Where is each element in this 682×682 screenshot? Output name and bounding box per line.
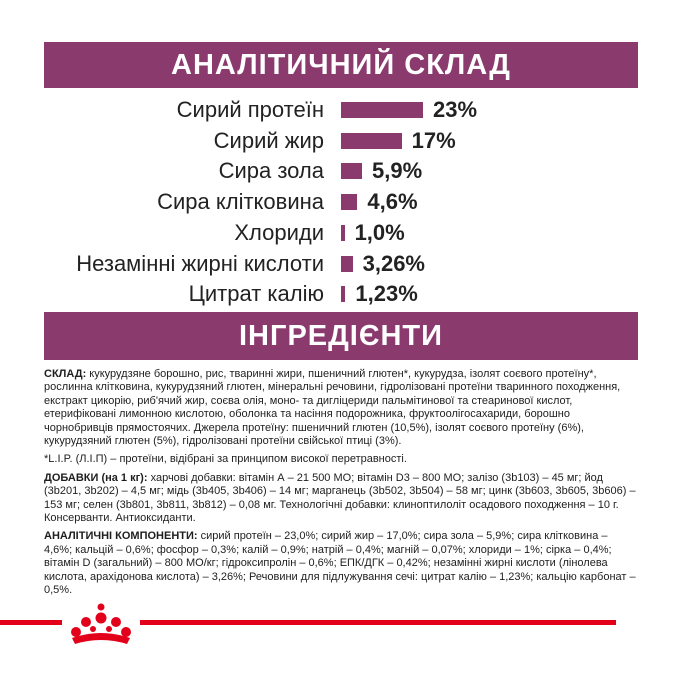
analytic-row-label: Сирий протеїн [176, 97, 324, 122]
analytic-row-bar [341, 102, 423, 118]
analytic-row-label: Хлориди [234, 219, 324, 245]
analytical-components-text: сирий протеїн – 23,0%; сирий жир – 17,0%; сира зола – 5,9%; сира клітковина – 4,6%; кальцій – 0,6%; фосфор – 0,3%; калій – 0,9%; натрій – 0,4%; магній – 0,07%; хлориди – 1%; сірка – 0,4%; вітамін D (загальний) – 800 МО/кг; гідроксипролін – 0,6%; ЕПК/ДГК – 0,42%; незамінні жирні кислоти (лінолева кислота, арахідонова кислота) – 3,26%; Речовини для підлужування сечі: цитрат калію – 1,23%; кальцію карбонат – 0,5%. [44, 530, 636, 597]
footer-line-left [0, 620, 62, 625]
composition-heading: СКЛАД: [44, 368, 87, 380]
additives-paragraph [44, 472, 638, 526]
analytical-components-paragraph [44, 530, 638, 597]
analytic-row [0, 218, 682, 248]
analytic-row-bar [341, 225, 345, 241]
analytic-row-label: Сирий жир [213, 127, 324, 153]
additives-heading: ДОБАВКИ (на 1 кг): [44, 471, 148, 484]
analytical-components-heading: АНАЛІТИЧНІ КОМПОНЕНТИ: [44, 530, 198, 543]
footer-line-right [140, 620, 616, 625]
analytic-row-bar [341, 286, 345, 302]
analytic-row-bar [341, 256, 353, 272]
analytic-row [0, 279, 682, 309]
ingredients-text-block [44, 368, 638, 603]
analytic-row [0, 187, 682, 217]
analytic-row-label: Сира клітковина [157, 189, 324, 215]
composition-text: кукурудзяне борошно, рис, тваринні жири, пшеничний глютен*, кукурудза, ізолят соєвого протеїну*, рослинна клітковина, кукурудзяний глютен, мінеральні речовини, гідролізовані протеїни тваринного походження, екстракт цикорію, риб'ячий жир, соєва олія, моно- та дигліцериди пальмітинової та стеаринової кислот, етерифіковані лимонною кислотою, оболонка та насіння подорожника, фруктоолігосахариди, борошно чорнобривців прямостоячих. Джерела протеїну: пшеничний глютен (10,5%), ізолят соєвого протеїну (6%), кукурудзяний глютен (5%), гідролізовані протеїни свійської птиці (3%). [44, 368, 621, 448]
analytic-composition-title: АНАЛІТИЧНИЙ СКЛАД [171, 49, 511, 81]
analytic-row [0, 95, 682, 125]
analytic-composition-banner [44, 42, 638, 88]
additives-text: харчові добавки: вітамін А – 21 500 МО; вітамін D3 – 800 МО; залізо (3b103) – 45 мг; йод (3b201, 3b202) – 4,5 мг; мідь (3b405, 3b406) – 14 мг; марганець (3b502, 3b504) – 58 мг; цинк (3b603, 3b605, 3b606) – 153 мг; селен (3b801, 3b811, 3b812) – 0,08 мг. Технологічні добавки: клиноптилоліт осадового походження – 10 г. Консерванти. Антиоксиданти. [44, 471, 636, 525]
ingredients-title: ІНГРЕДІЄНТИ [239, 320, 443, 352]
analytic-row-label: Незамінні жирні кислоти [76, 250, 324, 276]
analytic-row [0, 249, 682, 279]
ingredients-banner [44, 312, 638, 360]
composition-footnote: *L.I.P. (Л.І.П) – протеїни, відібрані за принципом високої перетравності. [44, 453, 407, 466]
analytic-row [0, 126, 682, 156]
analytic-row-bar [341, 133, 402, 149]
analytic-row [0, 156, 682, 186]
analytic-row-label: Сира зола [218, 158, 324, 184]
analytic-row-value: 17% [411, 127, 456, 153]
analytic-row-label: Цитрат калію [188, 281, 324, 307]
analytic-row-value: 1,23% [355, 281, 418, 307]
composition-paragraph [44, 368, 638, 448]
brand-footer [0, 590, 682, 650]
royal-canin-crown-icon [66, 598, 136, 646]
analytic-row-bar [341, 163, 362, 179]
analytic-row-value: 3,26% [362, 250, 425, 276]
analytic-row-value: 4,6% [367, 189, 418, 215]
analytic-row-value: 23% [433, 97, 478, 122]
analytic-row-value: 5,9% [372, 158, 423, 184]
analytic-row-bar [341, 194, 357, 210]
analytic-row-value: 1,0% [354, 219, 405, 245]
